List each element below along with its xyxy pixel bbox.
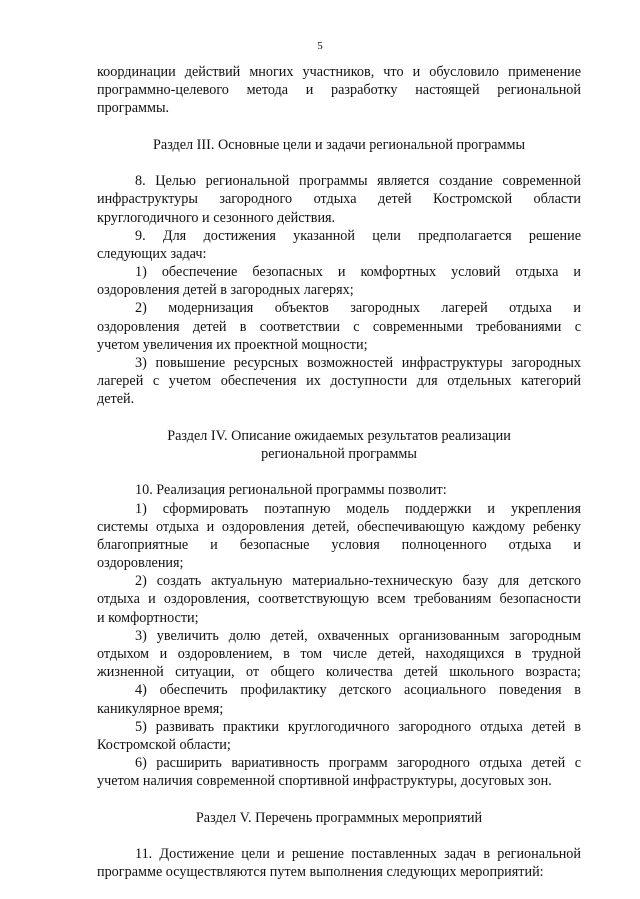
paragraph-line: программно-целевого метода и разработку настоящей региональной (97, 82, 581, 99)
paragraph-line: 1) обеспечение безопасных и комфортных условий отдыха и (135, 264, 581, 281)
page-number: 5 (317, 40, 323, 52)
paragraph-line: координации действий многих участников, что и обусловило применение (97, 64, 581, 80)
paragraph-line: лагерей с учетом обеспечения их доступности для отдельных категорий (97, 373, 581, 390)
paragraph-line: 4) обеспечить профилактику детского асоциального поведения в (135, 682, 581, 699)
paragraph-line: учетом наличия современной спортивной инфраструктуры, досуговых зон. (97, 773, 552, 790)
paragraph-line: 5) развивать практики круглогодичного загородного отдыха детей в (135, 718, 581, 735)
paragraph-line: программе осуществляются путем выполнения следующих мероприятий: (97, 864, 544, 881)
paragraph-line: 9. Для достижения указанной цели предполагается решение (135, 227, 581, 244)
paragraph-line: каникулярное время; (97, 700, 224, 717)
paragraph-line: программы. (97, 100, 170, 117)
paragraph-line: 11. Достижение цели и решение поставленных задач в региональной (135, 846, 581, 863)
paragraph-line: следующих задач: (97, 245, 207, 262)
paragraph-line: 6) расширить вариативность программ загородного отдыха детей с (135, 755, 581, 772)
paragraph-line: круглогодичного и сезонного действия. (97, 209, 336, 226)
paragraph-line: Костромской области; (97, 736, 231, 753)
paragraph-line: 1) сформировать поэтапную модель поддержки и укрепления (135, 500, 581, 517)
paragraph-line: 2) создать актуальную материально-техническую базу для детского (135, 573, 581, 590)
paragraph-line: системы отдыха и оздоровления детей, обеспечивающую каждому ребенку (97, 518, 581, 535)
paragraph-line: оздоровления детей в соответствии с современными требованиями с (97, 318, 581, 335)
paragraph-line: инфраструктуры загородного отдыха детей Костромской области (97, 191, 581, 208)
paragraph-line: и комфортности; (97, 609, 199, 626)
paragraph-line: 8. Целью региональной программы является создание современной (135, 173, 581, 190)
paragraph-line: детей. (97, 391, 135, 408)
paragraph-line: 2) модернизация объектов загородных лагерей отдыха и (135, 300, 581, 317)
section-3-heading: Раздел III. Основные цели и задачи региональной программы (153, 136, 525, 153)
paragraph-line: отдыхом и оздоровлением, в том числе детей, находящихся в трудной (97, 646, 581, 662)
section-5-heading: Раздел V. Перечень программных мероприятий (195, 809, 483, 826)
paragraph-line: оздоровления; (97, 555, 184, 572)
section-4-heading: региональной программы (261, 445, 417, 462)
paragraph-line: оздоровления детей в загородных лагерях; (97, 282, 354, 299)
paragraph-line: учетом увеличения их проектной мощности; (97, 336, 368, 353)
section-4-heading: Раздел IV. Описание ожидаемых результатов реализации (167, 427, 511, 444)
paragraph-line: 3) увеличить долю детей, охваченных организованным загородным (135, 627, 581, 644)
paragraph-line: отдыха и оздоровления, соответствующую всем требованиям безопасности (97, 591, 581, 608)
paragraph-line: жизненной ситуации, от общего количества детей школьного возраста; (97, 664, 581, 681)
document-body (97, 63, 581, 881)
paragraph-line: благоприятные и безопасные условия полноценного отдыха и (97, 536, 581, 553)
paragraph-line: 10. Реализация региональной программы позволит: (135, 482, 447, 499)
paragraph-line: 3) повышение ресурсных возможностей инфраструктуры загородных (135, 355, 581, 371)
